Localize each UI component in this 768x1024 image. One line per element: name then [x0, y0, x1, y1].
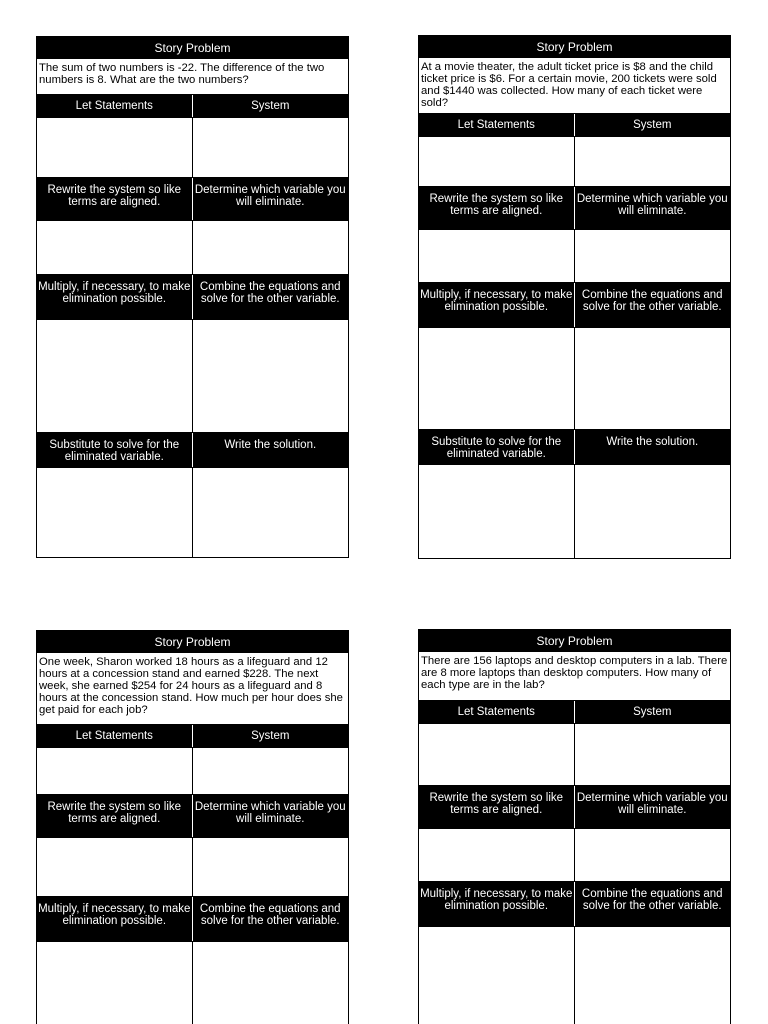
system-box[interactable] — [193, 748, 349, 794]
rewrite-box[interactable] — [419, 230, 575, 282]
determine-header: Determine which variable you will eliminate. — [576, 193, 728, 217]
combine-header: Combine the equations and solve for the other variable. — [199, 281, 341, 305]
determine-header: Determine which variable you will eliminate. — [194, 184, 346, 208]
write-solution-header: Write the solution. — [224, 439, 317, 451]
rewrite-box[interactable] — [37, 838, 193, 896]
system-box[interactable] — [575, 724, 731, 785]
problem-text: The sum of two numbers is -22. The difference of the two numbers is 8. What are the two numbers? — [37, 59, 348, 95]
combine-header: Combine the equations and solve for the other variable. — [581, 888, 723, 912]
let-statements-header: Let Statements — [419, 701, 575, 723]
write-solution-header: Write the solution. — [606, 436, 699, 448]
substitute-box[interactable] — [37, 468, 193, 558]
multiply-box[interactable] — [419, 328, 575, 429]
card-title: Story Problem — [419, 36, 730, 58]
multiply-box[interactable] — [37, 942, 193, 1024]
system-header: System — [251, 100, 290, 112]
let-statements-header: Let Statements — [419, 114, 575, 136]
determine-header: Determine which variable you will eliminate. — [576, 792, 728, 816]
combine-box[interactable] — [575, 927, 731, 1024]
combine-box[interactable] — [575, 328, 731, 429]
let-statements-box[interactable] — [37, 118, 193, 177]
multiply-header: Multiply, if necessary, to make elimination possible. — [419, 882, 575, 926]
system-box[interactable] — [575, 137, 731, 186]
story-card-2 — [418, 35, 731, 559]
determine-box[interactable] — [193, 221, 349, 274]
system-header: System — [251, 730, 290, 742]
substitute-header: Substitute to solve for the eliminated variable. — [37, 433, 193, 467]
write-solution-box[interactable] — [575, 465, 731, 559]
substitute-box[interactable] — [419, 465, 575, 559]
problem-text: There are 156 laptops and desktop computers in a lab. There are 8 more laptops than desktop computers. How many of each type are in the lab? — [419, 652, 730, 701]
determine-box[interactable] — [575, 230, 731, 282]
rewrite-header: Rewrite the system so like terms are aligned. — [37, 795, 193, 837]
rewrite-header: Rewrite the system so like terms are aligned. — [419, 786, 575, 828]
substitute-header: Substitute to solve for the eliminated variable. — [419, 430, 575, 464]
combine-header: Combine the equations and solve for the other variable. — [581, 289, 723, 313]
multiply-header: Multiply, if necessary, to make elimination possible. — [37, 275, 193, 319]
system-header: System — [633, 706, 672, 718]
card-title: Story Problem — [37, 37, 348, 59]
let-statements-header: Let Statements — [37, 95, 193, 117]
rewrite-box[interactable] — [419, 829, 575, 881]
problem-text: One week, Sharon worked 18 hours as a lifeguard and 12 hours at a concession stand and earned $228. The next week, she earned $254 for 24 hours as a lifeguard and 8 hours at the concession stand. How much per hour does she get paid for each job? — [37, 653, 348, 725]
let-statements-box[interactable] — [419, 724, 575, 785]
multiply-box[interactable] — [419, 927, 575, 1024]
determine-header: Determine which variable you will eliminate. — [194, 801, 346, 825]
story-card-1 — [36, 36, 349, 558]
determine-box[interactable] — [575, 829, 731, 881]
rewrite-header: Rewrite the system so like terms are aligned. — [37, 178, 193, 220]
system-box[interactable] — [193, 118, 349, 177]
let-statements-box[interactable] — [37, 748, 193, 794]
story-card-4 — [418, 629, 731, 1024]
story-card-3 — [36, 630, 349, 1024]
rewrite-box[interactable] — [37, 221, 193, 274]
problem-text: At a movie theater, the adult ticket price is $8 and the child ticket price is $6. For a certain movie, 200 tickets were sold and $1440 was collected. How many of each ticket were sold? — [419, 58, 730, 114]
multiply-header: Multiply, if necessary, to make elimination possible. — [419, 283, 575, 327]
multiply-header: Multiply, if necessary, to make elimination possible. — [37, 897, 193, 941]
system-header: System — [633, 119, 672, 131]
card-title: Story Problem — [37, 631, 348, 653]
combine-box[interactable] — [193, 942, 349, 1024]
let-statements-header: Let Statements — [37, 725, 193, 747]
rewrite-header: Rewrite the system so like terms are aligned. — [419, 187, 575, 229]
determine-box[interactable] — [193, 838, 349, 896]
combine-box[interactable] — [193, 320, 349, 432]
let-statements-box[interactable] — [419, 137, 575, 186]
combine-header: Combine the equations and solve for the other variable. — [199, 903, 341, 927]
card-title: Story Problem — [419, 630, 730, 652]
multiply-box[interactable] — [37, 320, 193, 432]
write-solution-box[interactable] — [193, 468, 349, 558]
